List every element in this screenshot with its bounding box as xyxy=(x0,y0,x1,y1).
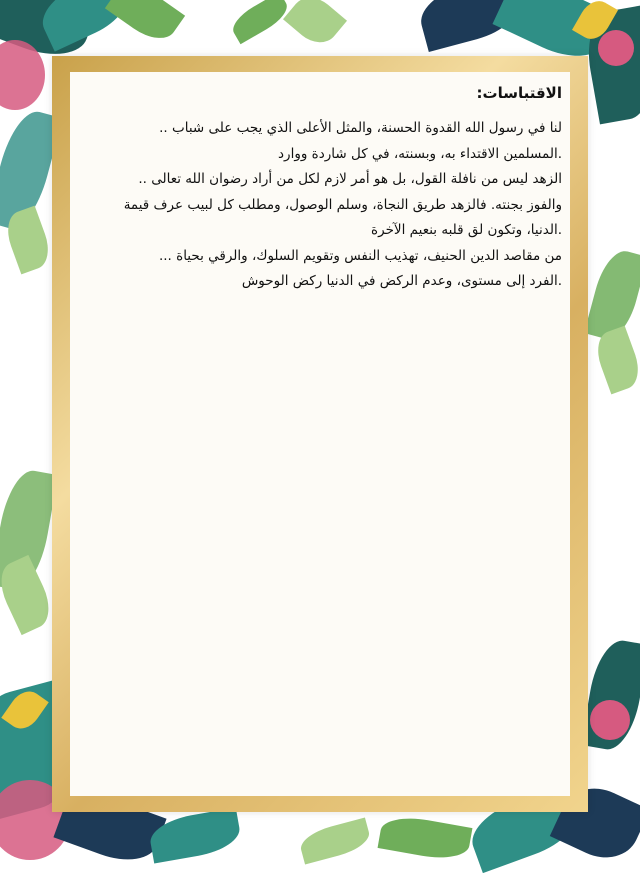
quotes-heading: الاقتباسات: xyxy=(476,84,562,102)
text-line: لنا في رسول الله القدوة الحسنة، والمثل الأعلى الذي يجب على شباب .. xyxy=(159,120,562,136)
leaf-icon xyxy=(590,700,630,740)
text-line: .الفرد إلى مستوى، وعدم الركض في الدنيا ركض الوحوش xyxy=(241,273,562,289)
quotes-content xyxy=(78,80,562,295)
leaf-icon xyxy=(598,30,634,66)
text-line: والفوز بجنته. فالزهد طريق النجاة، وسلم الوصول، ومطلب كل لبيب عرف قيمة xyxy=(123,196,562,213)
leaf-icon xyxy=(297,817,372,864)
text-line: .المسلمين الاقتداء به، وبسنته، في كل شاردة ووارد xyxy=(278,145,562,162)
leaf-icon xyxy=(228,0,293,44)
text-line: .الدنيا، وتكون لق قلبه بنعيم الآخرة xyxy=(371,222,562,238)
leaf-icon xyxy=(283,0,347,51)
text-line: من مقاصد الدين الحنيف، تهذيب النفس وتقويم السلوك، والرقي بحياة ... xyxy=(158,247,562,264)
leaf-icon xyxy=(147,807,243,863)
leaf-icon xyxy=(105,0,185,48)
text-line: الزهد ليس من نافلة القول، بل هو أمر لازم لكل من أراد رضوان الله تعالى .. xyxy=(138,171,562,187)
leaf-icon xyxy=(0,555,58,635)
